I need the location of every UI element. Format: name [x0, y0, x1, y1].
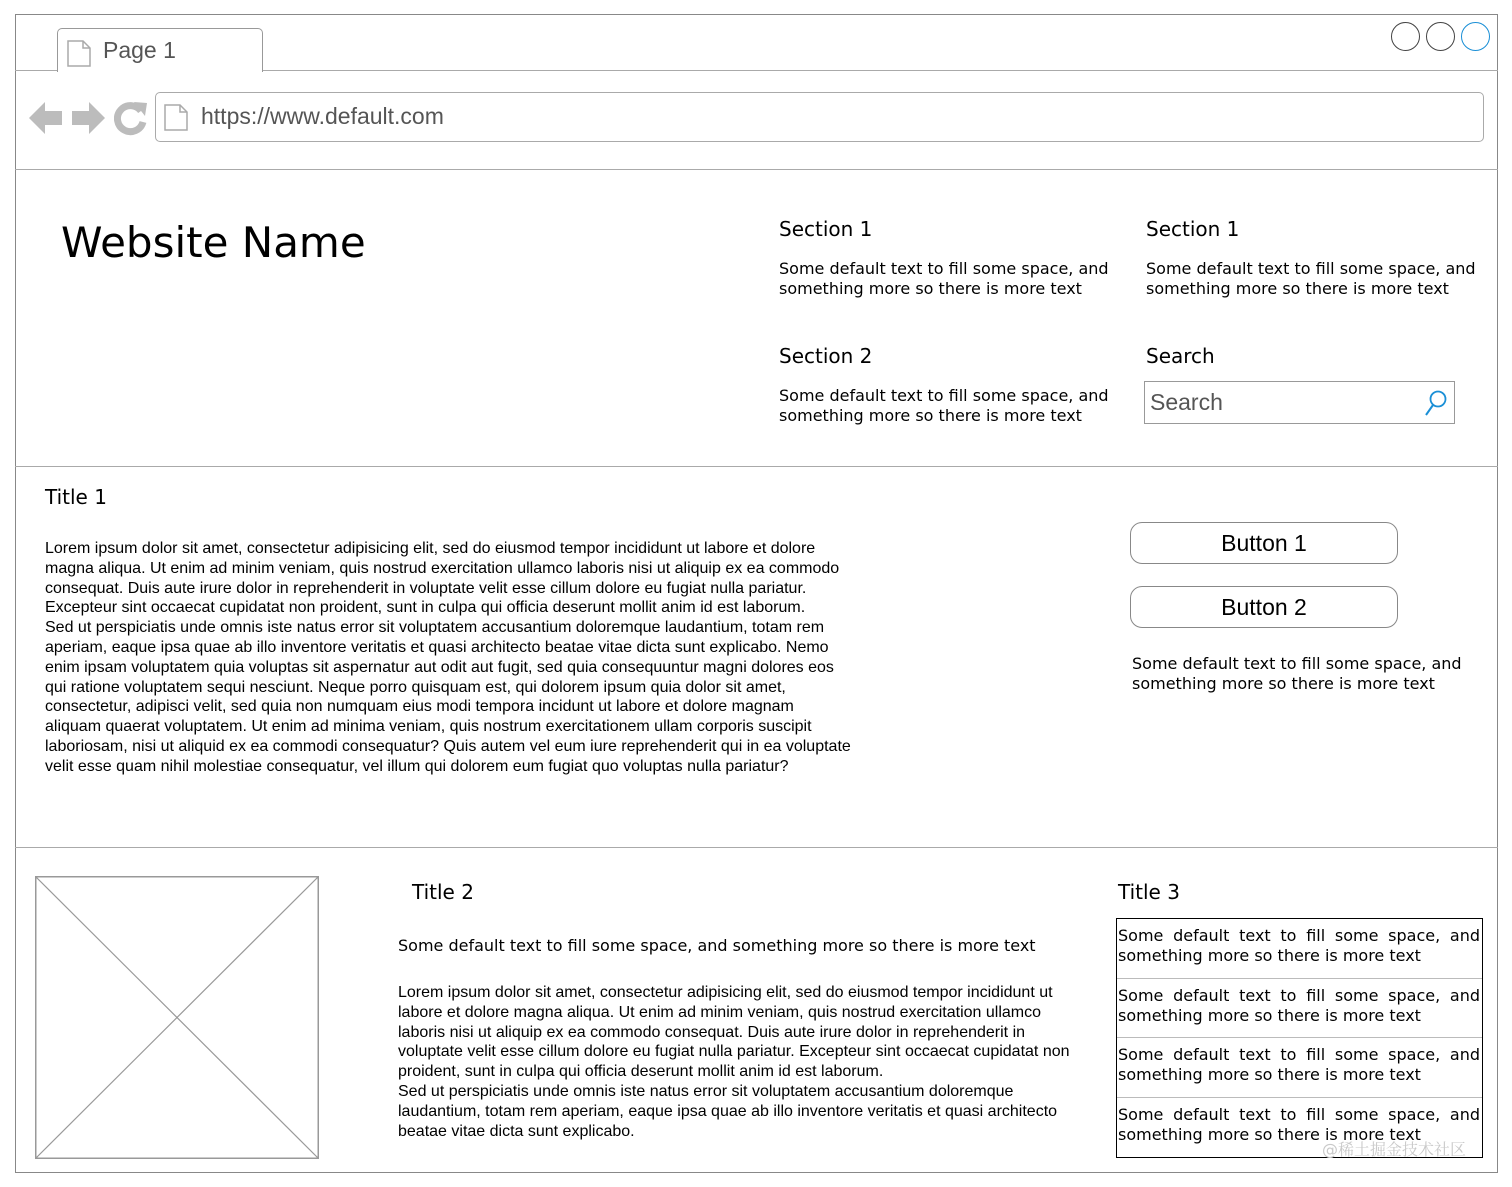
browser-tab[interactable] [57, 28, 263, 72]
button-1[interactable]: Button 1 [1130, 522, 1398, 564]
window-button-3[interactable] [1461, 22, 1490, 51]
list-item[interactable]: Some default text to fill some space, and something more so there is more text [1118, 1104, 1480, 1144]
section-divider [15, 847, 1498, 848]
section-title: Section 1 [779, 217, 873, 241]
list-item[interactable]: Some default text to fill some space, and something more so there is more text [1117, 979, 1482, 1039]
search-title: Search [1146, 344, 1215, 368]
tab-title: Page 1 [103, 37, 176, 63]
window-button-2[interactable] [1426, 22, 1455, 51]
title-2: Title 2 [412, 880, 474, 904]
text-list [1116, 918, 1483, 1158]
search-icon[interactable] [1424, 389, 1448, 421]
list-item[interactable]: Some default text to fill some space, and something more so there is more text [1117, 1038, 1482, 1098]
image-placeholder [35, 876, 319, 1163]
search-input[interactable] [1150, 386, 1420, 418]
button-2[interactable]: Button 2 [1130, 586, 1398, 628]
section-divider [15, 466, 1498, 467]
search-box[interactable] [1144, 381, 1455, 424]
page-icon [67, 40, 91, 71]
main-paragraph-1: Lorem ipsum dolor sit amet, consectetur adipisicing elit, sed do eiusmod tempor incididunt ut labore et dolore magna aliqua. Ut enim ad minim veniam, quis nostrud exercitation ullamco laboris nisi ut aliquip ex ea commodo consequat. Duis aute irure dolor in reprehenderit in voluptate velit esse cillum dolore eu fugiat nulla pariatur. Excepteur sint occaecat cupidatat non proident, sunt in culpa qui officia deserunt mollit anim id est laborum. [45, 540, 840, 617]
window-button-1[interactable] [1391, 22, 1420, 51]
main-body [45, 539, 851, 777]
section-text: Some default text to fill some space, and something more so there is more text [1146, 259, 1476, 298]
address-bar[interactable] [155, 92, 1484, 142]
main-paragraph-2: Sed ut perspiciatis unde omnis iste natus error sit voluptatem accusantium doloremque laudantium, totam rem aperiam, eaque ipsa quae ab illo inventore veritatis et quasi architecto beatae vitae dicta sunt explicabo. Nemo enim ipsam voluptatem quia voluptas sit aspernatur aut odit aut fugit, sed quia consequuntur magni dolores eos qui ratione voluptatem sequi nesciunt. Neque porro quisquam est, qui dolorem ipsum quia dolor sit amet, consectetur, adipisci velit, sed quia non numquam eius modi tempora incidunt ut labore et dolore magnam aliquam quaerat voluptatem. Ut enim ad minima veniam, quis nostrum exercitationem ullam corporis suscipit laboriosam, nisi ut aliquid ex ea commodi consequatur? Quis autem vel eum iure reprehenderit qui in ea voluptate velit esse quam nihil molestiae consequatur, vel illum qui dolorem eum fugiat quo voluptas nulla pariatur? [45, 619, 851, 775]
footer-paragraph-2: Sed ut perspiciatis unde omnis iste natus error sit voluptatem accusantium doloremque laudantium, totam rem aperiam, eaque ipsa quae ab illo inventore veritatis et quasi architecto beatae vitae dicta sunt explicabo. [398, 1082, 1058, 1140]
footer-body [398, 983, 1078, 1141]
title-3: Title 3 [1118, 880, 1180, 904]
section-title: Section 1 [1146, 217, 1240, 241]
footer-intro: Some default text to fill some space, and something more so there is more text [398, 936, 1036, 955]
watermark: @稀土掘金技术社区 [1322, 1140, 1467, 1159]
section-title: Section 2 [779, 344, 873, 368]
section-text: Some default text to fill some space, and something more so there is more text [779, 259, 1109, 298]
list-item[interactable]: Some default text to fill some space, and something more so there is more text [1117, 919, 1482, 979]
main-title: Title 1 [45, 485, 107, 509]
forward-arrow-icon[interactable] [71, 100, 105, 140]
refresh-icon[interactable] [114, 100, 148, 140]
back-arrow-icon[interactable] [29, 100, 63, 140]
header-divider [15, 169, 1498, 170]
side-text: Some default text to fill some space, and something more so there is more text [1132, 654, 1462, 693]
url-text[interactable]: https://www.default.com [201, 103, 444, 129]
section-text: Some default text to fill some space, and something more so there is more text [779, 386, 1109, 425]
site-name[interactable]: Website Name [61, 218, 366, 267]
footer-paragraph-1: Lorem ipsum dolor sit amet, consectetur adipisicing elit, sed do eiusmod tempor incididunt ut labore et dolore magna aliqua. Ut enim ad minim veniam, quis nostrud exercitation ullamco laboris nisi ut aliquip ex ea commodo consequat. Duis aute irure dolor in reprehenderit in voluptate velit esse cillum dolore eu fugiat nulla pariatur. Excepteur sint occaecat cupidatat non proident, sunt in culpa qui officia deserunt mollit anim id est laborum. [398, 984, 1070, 1081]
page-icon [164, 104, 188, 135]
